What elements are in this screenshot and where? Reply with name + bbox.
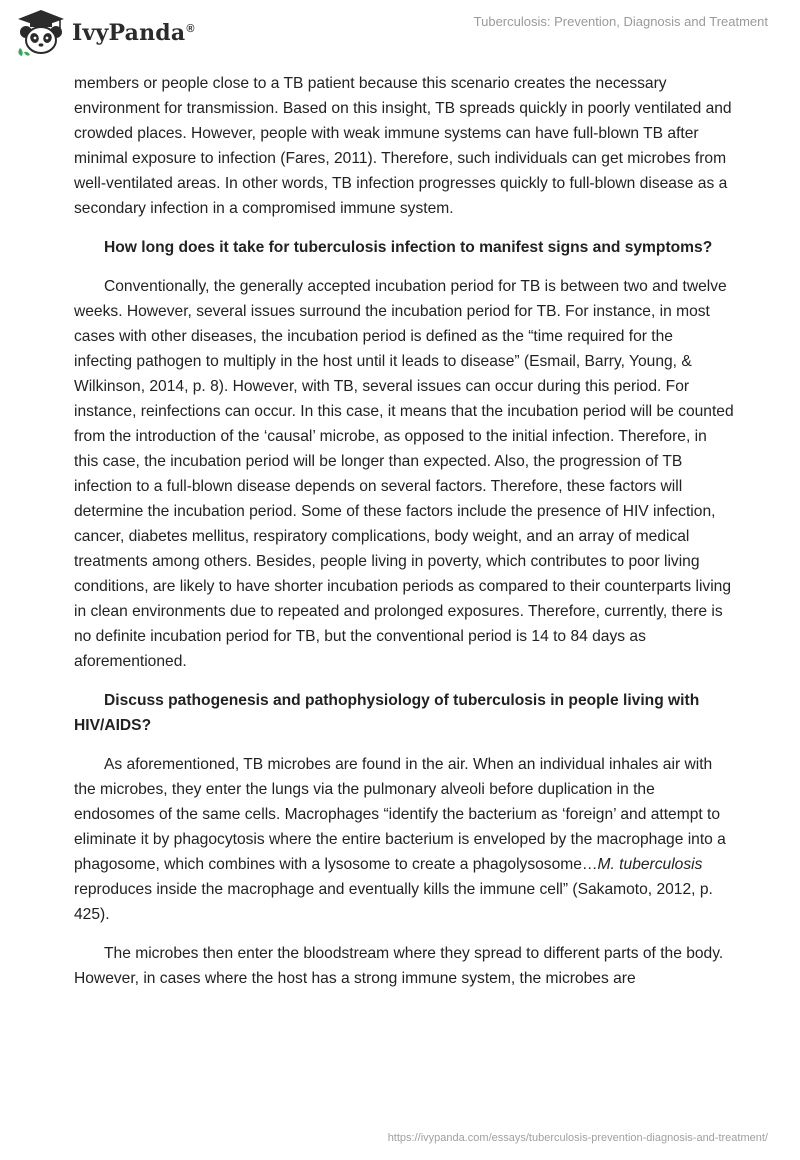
paragraph-bloodstream: The microbes then enter the bloodstream where they spread to different parts of the body. However, in cases where the host has a strong immune system, the microbes are: [74, 945, 724, 987]
paragraph-transmission: members or people close to a TB patient because this scenario creates the necessary environment for transmission. Based on this insight, TB spreads quickly in poorly ventilated and crowded places. However, people with weak immune systems can have full-blown TB after minimal exposure to infection (Fares, 2011). Therefore, such individuals can get microbes from well-ventilated areas. In other words, TB infection progresses quickly to full-blown disease as a secondary infection in a compromised immune system.: [74, 75, 732, 217]
heading-pathogenesis: Discuss pathogenesis and pathophysiology of tuberculosis in people living with HIV/AIDS?: [74, 692, 700, 734]
paragraph-pathogenesis: [74, 752, 734, 927]
paragraph-pathogenesis-text-end: reproduces inside the macrophage and eventually kills the immune cell” (Sakamoto, 2012, p. 425).: [74, 881, 713, 923]
heading-incubation: How long does it take for tuberculosis infection to manifest signs and symptoms?: [104, 239, 713, 256]
panda-graduate-icon: [14, 8, 68, 58]
running-title: Tuberculosis: Prevention, Diagnosis and Treatment: [473, 14, 768, 29]
species-name: M. tuberculosis: [597, 856, 703, 873]
source-url[interactable]: https://ivypanda.com/essays/tuberculosis-prevention-diagnosis-and-treatment/: [387, 1132, 768, 1144]
brand-logo[interactable]: [14, 8, 195, 58]
registered-mark: ®: [186, 22, 195, 35]
brand-name: IvyPanda®: [72, 20, 195, 46]
essay-body: [74, 71, 734, 991]
paragraph-incubation: Conventionally, the generally accepted incubation period for TB is between two and twelve weeks. However, several issues surround the incubation period for TB. For instance, in most cases with other diseases, the incubation period is defined as the “time required for the infecting pathogen to multiply in the host until it leads to disease” (Esmail, Barry, Young, & Wilkinson, 2014, p. 8). However, with TB, several issues can occur during this period. For instance, reinfections can occur. In this case, it means that the incubation period will be counted from the introduction of the ‘causal’ microbe, as opposed to the initial infection. Therefore, in this case, the incubation period will be longer than expected. Also, the progression of TB infection to a full-blown disease depends on several factors. Therefore, these factors will determine the incubation period. Some of these factors include the presence of HIV infection, cancer, diabetes mellitus, respiratory complications, body weight, and an array of medical treatments among others. Besides, people living in poverty, which contributes to poor living conditions, are likely to have shorter incubation periods as compared to their counterparts living in clean environments due to repeated and prolonged exposures. Therefore, currently, there is no definite incubation period for TB, but the conventional period is 14 to 84 days as aforementioned.: [74, 278, 734, 670]
paragraph-pathogenesis-text-start: As aforementioned, TB microbes are found in the air. When an individual inhales air with the microbes, they enter the lungs via the pulmonary alveoli before duplication in the endosomes of the same cells. Macrophages “identify the bacterium as ‘foreign’ and attempt to eliminate it by phagocytosis where the entire bacterium is enveloped by the macrophage into a phagosome, which combines with a lysosome to create a phagolysosome…: [74, 756, 726, 873]
page-header: [0, 0, 800, 68]
